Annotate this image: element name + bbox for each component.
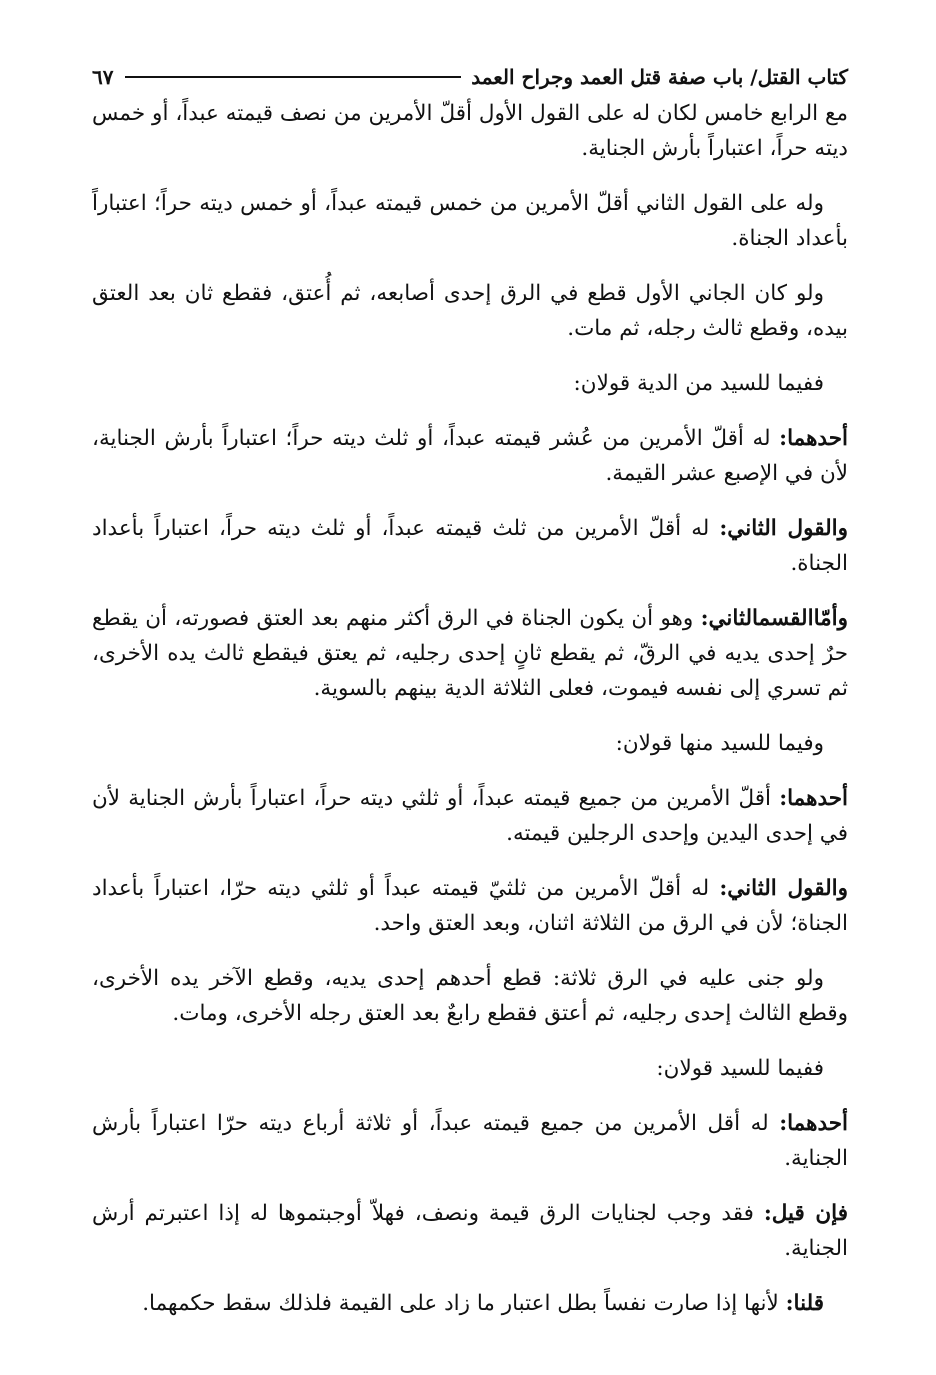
paragraph-5 xyxy=(92,421,848,491)
paragraph-12 xyxy=(92,1051,848,1086)
paragraph-text: ففيما للسيد قولان: xyxy=(656,1056,824,1081)
paragraph-9 xyxy=(92,781,848,851)
paragraph-text: ولو كان الجاني الأول قطع في الرق إحدى أصابعه، ثم أُعتق، فقطع ثان بعد العتق بيده، وقطع ثالث رجله، ثم مات. xyxy=(92,281,848,341)
paragraph-lead: قلنا: xyxy=(785,1291,824,1316)
header-rule xyxy=(125,76,461,78)
paragraph-text: فقد وجب لجنايات الرق قيمة ونصف، فهلاّ أوجبتموها له إذا اعتبرتم أرش الجناية. xyxy=(92,1201,848,1261)
paragraph-1 xyxy=(92,96,848,166)
paragraph-text: وله على القول الثاني أقلّ الأمرين من خمس قيمته عبداً، أو خمس ديته حراً؛ اعتباراً بأعداد الجناة. xyxy=(92,191,848,251)
paragraph-4 xyxy=(92,366,848,401)
paragraph-lead: أحدهما: xyxy=(779,786,848,811)
paragraph-lead: أحدهما: xyxy=(779,1111,848,1136)
paragraph-text: له أقلّ الأمرين من ثلث قيمته عبداً، أو ثلث ديته حراً، اعتباراً بأعداد الجناة. xyxy=(92,516,848,576)
page-number: ٦٧ xyxy=(92,65,114,89)
paragraph-11 xyxy=(92,961,848,1031)
paragraph-15 xyxy=(92,1286,848,1321)
paragraph-text: لأنها إذا صارت نفساً بطل اعتبار ما زاد على القيمة فلذلك سقط حكمهما. xyxy=(142,1291,779,1316)
paragraph-text: أقلّ الأمرين من جميع قيمته عبداً، أو ثلثي ديته حراً، اعتباراً بأرش الجناية لأن في إحدى اليدين وإحدى الرجلين قيمته. xyxy=(92,786,848,846)
paragraph-lead: والقول الثاني: xyxy=(719,876,848,901)
paragraph-14 xyxy=(92,1196,848,1266)
paragraph-lead: والقول الثاني: xyxy=(719,516,848,541)
running-header xyxy=(92,60,848,94)
paragraph-text: له أقلّ الأمرين من ثلثيّ قيمته عبداً أو ثلثي ديته حرّا، اعتباراً بأعداد الجناة؛ لأن في الرق من الثلاثة اثنان، وبعد العتق واحد. xyxy=(92,876,848,936)
paragraph-lead: وأمّاالقسمالثاني: xyxy=(700,606,848,631)
paragraph-text: ففيما للسيد من الدية قولان: xyxy=(573,371,824,396)
paragraph-10 xyxy=(92,871,848,941)
paragraph-8 xyxy=(92,726,848,761)
paragraph-3 xyxy=(92,276,848,346)
paragraph-text: له أقل الأمرين من جميع قيمته عبداً، أو ثلاثة أرباع ديته حرّا اعتباراً بأرش الجناية. xyxy=(92,1111,848,1171)
paragraph-2 xyxy=(92,186,848,256)
body-text xyxy=(92,96,848,1341)
paragraph-lead: فإن قيل: xyxy=(763,1201,848,1226)
running-title: كتاب القتل/ باب صفة قتل العمد وجراح العمد xyxy=(471,65,848,89)
paragraph-text: مع الرابع خامس لكان له على القول الأول أقلّ الأمرين من نصف قيمته عبداً، أو خمس ديته حراً، اعتباراً بأرش الجناية. xyxy=(92,101,848,161)
paragraph-lead: أحدهما: xyxy=(779,426,848,451)
paragraph-6 xyxy=(92,511,848,581)
paragraph-13 xyxy=(92,1106,848,1176)
paragraph-text: وهو أن يكون الجناة في الرق أكثر منهم بعد العتق فصورته، أن يقطع حرٌ إحدى يديه في الرقّ، ثم يقطع ثانٍ إحدى رجليه، ثم يعتق فيقطع ثالث يده الأخرى، ثم تسري إلى نفسه فيموت، فعلى الثلاثة الدية بينهم بالسوية. xyxy=(92,606,848,701)
paragraph-text: ولو جنى عليه في الرق ثلاثة: قطع أحدهم إحدى يديه، وقطع الآخر يده الأخرى، وقطع الثالث إحدى رجليه، ثم أعتق فقطع رابعٌ بعد العتق رجله الأخرى، ومات. xyxy=(92,966,848,1026)
paragraph-7 xyxy=(92,601,848,706)
paragraph-text: وفيما للسيد منها قولان: xyxy=(615,731,824,756)
paragraph-text: له أقلّ الأمرين من عُشر قيمته عبداً، أو ثلث ديته حراً؛ اعتباراً بأرش الجناية، لأن في الإصبع عشر القيمة. xyxy=(92,426,848,486)
